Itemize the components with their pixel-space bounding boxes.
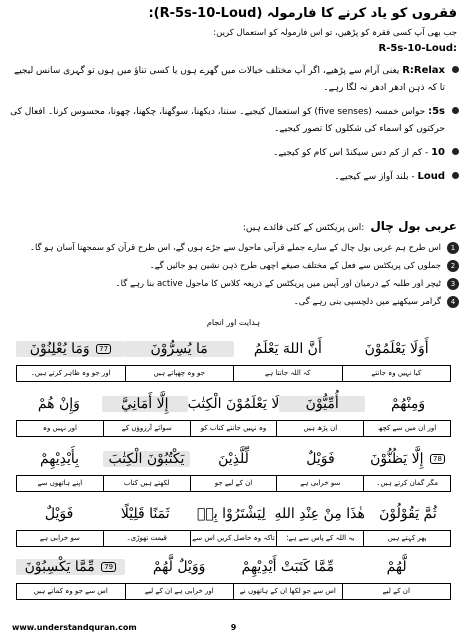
arabic-phrase (102, 396, 188, 412)
benefit-text: ٹیچر اور طلبہ کے درمیان اور آپس میں پریکٹس کے ذریعہ کلاس کا ماحول active بنا رہے گا۔ (115, 279, 441, 289)
meaning-cell: اپنے ہاتھوں سے (37, 479, 83, 487)
arabic-phrase (188, 506, 274, 522)
steps-list (9, 62, 459, 192)
verse-number-badge: 77 (96, 344, 111, 354)
meaning-row (16, 583, 451, 600)
arabic-phrase-text: مِّمَّا يَكْسِبُوْنَ (24, 559, 95, 575)
page-number: 9 (230, 623, 237, 632)
arabic-phrase-text: وَوَيْلٌ لَّهُمْ (152, 559, 206, 575)
bullet-icon (452, 66, 459, 73)
meaning-cell: جو وہ چھپاتے ہیں (125, 366, 234, 381)
arabic-phrase-text: فَوَيْلٌ (306, 451, 335, 467)
step-text: - بلند آواز سے کیجیے۔ (334, 172, 418, 182)
benefit-item (9, 258, 459, 275)
meaning-cell: اور خرابی ہے ان کے لیے (125, 584, 234, 599)
step-text: یعنی آرام سے پڑھیے، اگر آپ مختلف خیالات میں گھرے ہوں یا کسی تناؤ میں ہوں تو گہری سانس لیجیے تا کہ ذہن ادھر ادھر نہ لگا رہے۔ (13, 66, 445, 93)
verse-number-badge: 79 (101, 562, 116, 572)
arabic-phrase-text: إِلَّا يَظُنُّوْنَ (370, 451, 424, 467)
arabic-heading-lead: :اس پریکٹس کے کئی فائدے ہیں: (242, 223, 365, 233)
arabic-phrase-text: ثَمَنًا قَلِيْلًا (120, 506, 170, 522)
arabic-phrase-text: يَكْتُبُوْنَ الْكِتٰبَ (108, 451, 185, 467)
meaning-cell: ان پڑھ ہیں (276, 421, 363, 436)
meaning-cell: پھر کہتے ہیں (363, 531, 450, 546)
arabic-phrase (364, 451, 451, 467)
arabic-phrase (274, 506, 364, 522)
arabic-phrase-text: مِّمَّا كَتَبَتْ أَيْدِيْهِمْ (241, 559, 335, 575)
arabic-phrase (188, 396, 280, 412)
arabic-phrase-text: مَا يُسِرُّوْنَ (150, 341, 208, 357)
formula-step (9, 62, 459, 97)
arabic-phrase-text: بِأَيْدِيْهِمْ (39, 451, 80, 467)
verse-row (16, 333, 451, 382)
arabic-heading (243, 219, 457, 233)
meaning-cell: یہ اللہ کے پاس سے ہے؛ (276, 531, 363, 546)
arabic-phrase (102, 506, 188, 522)
arabic-phrase-text: فَوَيْلٌ (44, 506, 74, 522)
meaning-row (16, 365, 451, 382)
arabic-phrase (342, 341, 451, 357)
meaning-cell: ان کے لیے جو (190, 476, 277, 491)
benefit-text: جملوں کی پریکٹس سے فعل کے مختلف صیغے اچھی طرح ذہن نشین ہو جائیں گے۔ (149, 261, 441, 271)
arabic-phrase-text: لَا يَعْلَمُوْنَ الْكِتٰبَ (187, 396, 280, 412)
arabic-phrase (365, 396, 451, 412)
verse-row (16, 551, 451, 600)
benefit-number: 3 (447, 278, 459, 290)
arabic-phrase (125, 559, 234, 575)
verse-row (16, 443, 451, 492)
meaning-cell: اور نہیں وہ (42, 424, 77, 432)
verse-row (16, 388, 451, 437)
arabic-phrase (279, 396, 365, 412)
arabic-phrase-text: وَمَا يُعْلِنُوْنَ (29, 341, 90, 357)
verse-number-badge: 78 (430, 454, 445, 464)
meaning-cell: کیا نہیں وہ جانتے (342, 366, 451, 381)
step-key: 5s: (428, 106, 445, 117)
meaning-cell: مگر گمان کرتے ہیں۔ (363, 476, 450, 491)
arabic-row (16, 388, 451, 420)
arabic-row (16, 333, 451, 365)
arabic-phrase (190, 451, 277, 467)
arabic-phrase (16, 559, 125, 575)
footer-url[interactable]: www.understandquran.com (12, 623, 137, 632)
bullet-icon (452, 148, 459, 155)
meaning-cell: سو خرابی ہے (39, 534, 80, 542)
benefit-item (9, 294, 459, 311)
arabic-phrase-text: أَنَّ اللهَ يَعْلَمُ (253, 341, 322, 357)
meaning-cell: قیمت تھوڑی۔ (103, 531, 190, 546)
arabic-phrase (342, 559, 451, 575)
arabic-phrase-text: لِيَشْتَرُوْا بِهٖ (197, 506, 266, 522)
benefits-list (9, 240, 459, 312)
arabic-row (16, 443, 451, 475)
meaning-cell: اور ان میں سے کچھ (363, 421, 450, 436)
arabic-phrase (234, 559, 343, 575)
meaning-cell: سو خرابی ہے (276, 476, 363, 491)
benefit-item (9, 240, 459, 257)
meaning-cell: ان کے لیے (342, 584, 451, 599)
arabic-phrase (16, 396, 102, 412)
arabic-phrase (234, 341, 343, 357)
arabic-phrase (277, 451, 364, 467)
section-title: ہدایت اور انجام (206, 318, 261, 327)
arabic-phrase-text: أَوَلَا يَعْلَمُوْنَ (364, 341, 429, 357)
meaning-cell: اس سے جو وہ کماتے ہیں (33, 587, 108, 595)
meaning-cell: اور جو وہ ظاہر کرتے ہیں۔ (30, 369, 111, 377)
step-text: - کم از کم دس سیکنڈ اس کام کو کیجیے۔ (273, 148, 432, 158)
benefit-number: 2 (447, 260, 459, 272)
formula-step (9, 168, 459, 186)
arabic-phrase-text: وَإِنْ هُمْ (37, 396, 80, 412)
benefit-number: 4 (447, 296, 459, 308)
benefit-text: گرامر سیکھنے میں دلچسپی بنی رہے گی۔ (293, 297, 441, 307)
arabic-phrase (16, 451, 103, 467)
arabic-phrase (103, 451, 190, 467)
arabic-phrase (16, 341, 125, 357)
formula-step (9, 103, 459, 138)
meaning-cell: لکھتے ہیں کتاب (103, 476, 190, 491)
meaning-cell: کہ اللہ جانتا ہے (233, 366, 342, 381)
meaning-row (16, 475, 451, 492)
benefit-text: اس طرح ہم عربی بول چال کے سارے جملے قرآنی ماحول سے جڑے ہوں گے، اس طرح قرآن کو سمجھنا آسان ہو گا۔ (29, 243, 441, 253)
meaning-row (16, 420, 451, 437)
arabic-phrase-text: لَّهُمْ (386, 559, 407, 575)
intro-text: جب بھی آپ کسی فقرہ کو پڑھیں، تو اس فارمولہ کو استعمال کریں: (213, 28, 457, 38)
arabic-row (16, 551, 451, 583)
meaning-cell: تاکہ وہ حاصل کریں اس سے (190, 531, 277, 546)
arabic-phrase (125, 341, 234, 357)
arabic-phrase (16, 506, 102, 522)
bullet-icon (452, 172, 459, 179)
bullet-icon (452, 107, 459, 114)
meaning-row (16, 530, 451, 547)
arabic-phrase-text: أُمِّيُّوْنَ (305, 396, 339, 412)
meaning-cell: سوائے آرزوؤں کے (103, 421, 190, 436)
step-key: 10 (431, 147, 445, 158)
arabic-phrase (365, 506, 451, 522)
meaning-cell: اس سے جو لکھا ان کے ہاتھوں نے (233, 584, 342, 599)
page-title: فقروں کو یاد کرنے کا فارمولہ (R-5s-10-Loud): (148, 6, 457, 21)
benefit-number: 1 (447, 242, 459, 254)
arabic-heading-title: عربی بول چال (370, 219, 457, 233)
arabic-row (16, 498, 451, 530)
step-key: R:Relax (402, 65, 445, 76)
verse-row (16, 498, 451, 547)
arabic-phrase-text: وَمِنْهُمْ (390, 396, 426, 412)
arabic-phrase-text: هٰذَا مِنْ عِنْدِ اللهِ (274, 506, 365, 522)
benefit-item (9, 276, 459, 293)
meaning-cell: وہ نہیں جانتے کتاب کو (190, 421, 277, 436)
step-key: Loud (417, 171, 445, 182)
arabic-phrase-text: ثُمَّ يَقُوْلُوْنَ (379, 506, 437, 522)
arabic-phrase-text: لِّلَّذِيْنَ (218, 451, 249, 467)
arabic-phrase-text: إِلَّا أَمَانِيَّ (120, 396, 169, 412)
formula-label: R-5s-10-Loud: (378, 43, 457, 54)
step-text: حواس خمسہ (five senses) کو استعمال کیجیے۔ سننا، دیکھنا، سوگھنا، چکھنا، چھونا، محسوس کرنا۔ افعال کی حرکتوں کو اسماء کی شکلوں کا تصور کیجیے۔ (10, 107, 445, 134)
formula-step (9, 144, 459, 162)
